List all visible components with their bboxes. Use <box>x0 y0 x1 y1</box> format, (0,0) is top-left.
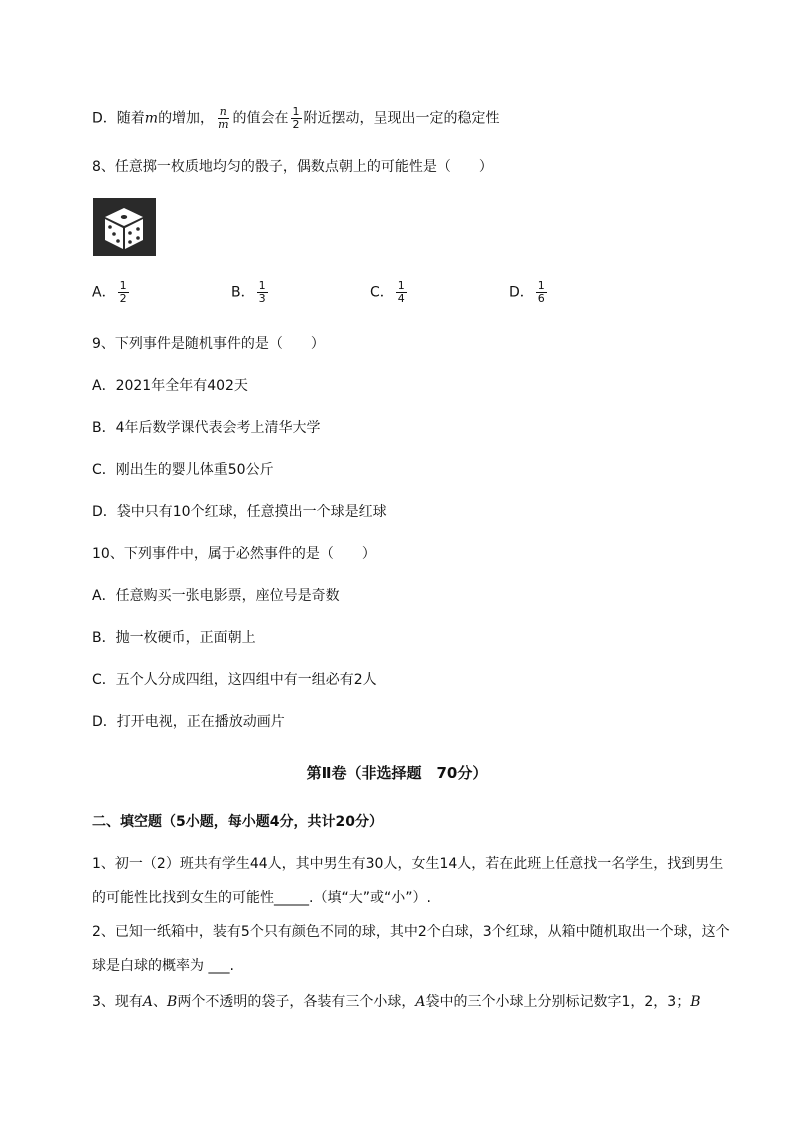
fraction-n-over-m <box>216 106 230 131</box>
frac-den: 3 <box>258 292 266 305</box>
q7d-text1: 的增加， <box>158 110 215 127</box>
q3-text-b: 、 <box>153 994 168 1010</box>
option-label: D． <box>509 284 534 301</box>
frac-den: m <box>218 118 229 131</box>
q9-stem: 9、下列事件是随机事件的是（ ） <box>92 336 325 352</box>
q8-option-b <box>231 280 270 305</box>
q7d-label: D．随着 <box>92 110 145 127</box>
q10-stem: 10、下列事件中，属于必然事件的是（ ） <box>92 546 376 562</box>
option-fraction <box>257 280 268 305</box>
q3-text-c: 两个不透明的袋子，各装有三个小球， <box>177 994 416 1010</box>
var-m: m <box>144 110 159 127</box>
var-a: A <box>415 994 426 1010</box>
frac-den: 6 <box>537 292 545 305</box>
frac-den: 2 <box>292 118 300 131</box>
q7-option-d <box>92 106 500 131</box>
dice-icon <box>93 198 156 256</box>
q9-option-c: C．刚出生的婴儿体重50公斤 <box>92 462 274 478</box>
var-b: B <box>690 994 701 1010</box>
fill-question-2: 2、已知一纸箱中，装有5个只有颜色不同的球，其中2个白球，3个红球，从箱中随机取出一个球，这个球是白球的概率为 ___. <box>92 924 730 974</box>
option-fraction <box>536 280 547 305</box>
q10-option-a: A．任意购买一张电影票，座位号是奇数 <box>92 588 340 604</box>
frac-num: 1 <box>119 279 127 292</box>
q8-option-a <box>92 280 131 305</box>
var-a: A <box>142 994 154 1010</box>
q10-option-b: B．抛一枚硬币，正面朝上 <box>92 630 256 646</box>
option-fraction <box>118 280 129 305</box>
fraction-one-half <box>291 106 302 131</box>
fill-question-3 <box>92 992 701 1012</box>
q3-text-a: 3、现有 <box>92 994 143 1010</box>
fill-question-1: 1、初一（2）班共有学生44人，其中男生有30人，女生14人，若在此班上任意找一名学生，找到男生的可能性比找到女生的可能性_____.（填“大”或“小”）. <box>92 856 724 906</box>
frac-num: 1 <box>537 279 545 292</box>
option-label: B． <box>231 284 255 301</box>
q3-text-d: 袋中的三个小球上分别标记数字1，2，3； <box>425 994 691 1010</box>
q9-option-a: A．2021年全年有402天 <box>92 378 248 394</box>
q7d-text2: 的值会在 <box>232 110 289 127</box>
option-label: C． <box>370 284 394 301</box>
q7d-text3: 附近摆动，呈现出一定的稳定性 <box>303 110 500 127</box>
option-fraction <box>396 280 407 305</box>
q10-option-d: D．打开电视，正在播放动画片 <box>92 714 285 730</box>
q9-option-b: B．4年后数学课代表会考上清华大学 <box>92 420 321 436</box>
frac-num: 1 <box>397 279 405 292</box>
frac-num: 1 <box>292 105 300 118</box>
frac-den: 2 <box>119 292 127 305</box>
frac-num: n <box>219 105 227 118</box>
q9-option-d: D．袋中只有10个红球，任意摸出一个球是红球 <box>92 504 387 520</box>
q8-option-d <box>509 280 549 305</box>
q10-option-c: C．五个人分成四组，这四组中有一组必有2人 <box>92 672 377 688</box>
q8-stem: 8、任意掷一枚质地均匀的骰子，偶数点朝上的可能性是（ ） <box>92 159 493 175</box>
q8-option-c <box>370 280 409 305</box>
var-b: B <box>167 994 178 1010</box>
part2-title: 第Ⅱ卷（非选择题 70分） <box>306 764 488 782</box>
option-label: A． <box>92 284 116 301</box>
fill-section-heading: 二、填空题（5小题，每小题4分，共计20分） <box>92 814 383 830</box>
frac-den: 4 <box>397 292 405 305</box>
frac-num: 1 <box>258 279 266 292</box>
